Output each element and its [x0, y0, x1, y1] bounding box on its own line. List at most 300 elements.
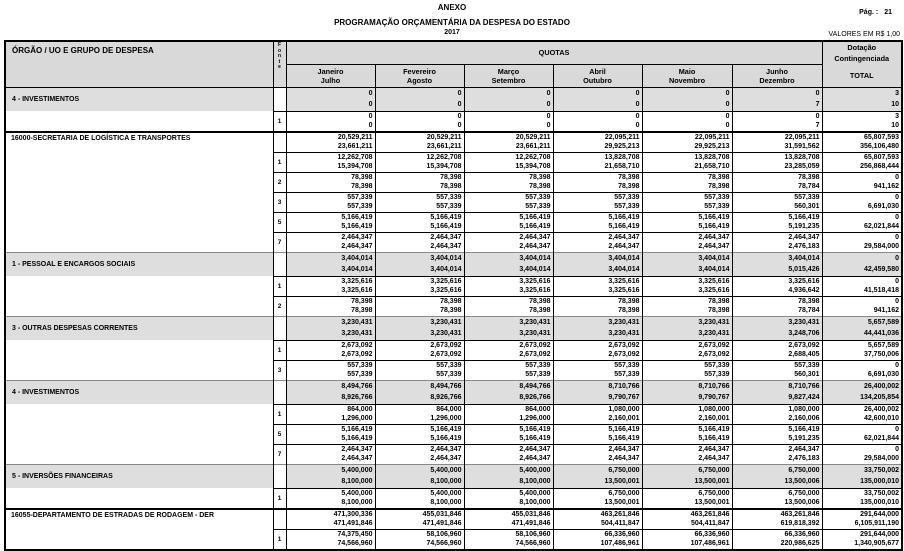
- quota-cell: [286, 424, 375, 444]
- value-top: 33,750,002: [863, 489, 899, 497]
- row-label: [5, 172, 273, 192]
- value-bottom: 74,566,960: [426, 540, 462, 547]
- value-top: 557,339: [347, 193, 373, 201]
- value-top: 557,339: [794, 361, 820, 369]
- value-top: 6,750,000: [698, 489, 730, 497]
- value-top: 78,398: [440, 297, 462, 305]
- value-top: 2,464,347: [698, 445, 730, 453]
- quota-cell: [286, 87, 375, 111]
- value-bottom: 21,658,710: [604, 163, 640, 170]
- value-top: 78,398: [618, 173, 640, 181]
- total-cell: [822, 360, 902, 380]
- fonte-row: [5, 404, 902, 424]
- total-cell: [822, 529, 902, 550]
- value-top: 6,750,000: [788, 489, 820, 497]
- quota-cell: [375, 444, 464, 464]
- value-top: 8,494,766: [430, 382, 462, 390]
- fonte-code: 1: [273, 404, 286, 424]
- quota-cell: [286, 212, 375, 232]
- value-bottom: 5,166,419: [430, 223, 462, 230]
- quota-cell: [642, 509, 732, 530]
- value-bottom: 0: [725, 122, 730, 129]
- fonte-code: 7: [273, 444, 286, 464]
- quota-cell: [642, 360, 732, 380]
- quota-cell: [375, 464, 464, 488]
- value-bottom: 3,325,616: [519, 287, 551, 294]
- value-top: 3,325,616: [430, 277, 462, 285]
- fonte-code: 2: [273, 296, 286, 316]
- quota-cell: [732, 152, 822, 172]
- value-bottom: 5,166,419: [698, 223, 730, 230]
- value-top: 0: [635, 89, 640, 97]
- quota-cell: [553, 488, 642, 509]
- value-bottom: 29,584,000: [863, 455, 899, 462]
- value-top: 6,750,000: [698, 466, 730, 474]
- value-bottom: 2,160,001: [608, 415, 640, 422]
- expense-group-row: [5, 87, 902, 111]
- quota-cell: [732, 360, 822, 380]
- quota-cell: [732, 212, 822, 232]
- quota-cell: [464, 232, 553, 252]
- value-bottom: 1,340,905,677: [854, 540, 899, 547]
- quota-cell: [732, 172, 822, 192]
- value-bottom: 13,500,006: [784, 478, 820, 485]
- value-top: 0: [895, 213, 899, 221]
- value-bottom: 619,818,392: [780, 520, 820, 527]
- value-bottom: 2,673,092: [698, 351, 730, 358]
- fonte-code: [273, 252, 286, 276]
- value-top: 0: [895, 233, 899, 241]
- value-top: 2,464,347: [341, 233, 373, 241]
- quota-cell: [286, 380, 375, 404]
- report-title: PROGRAMAÇÃO ORÇAMENTÁRIA DA DESPESA DO ESTADO: [334, 18, 570, 27]
- value-bottom: 3,230,431: [341, 330, 373, 337]
- value-bottom: 44,441,036: [863, 330, 899, 337]
- total-cell: [822, 132, 902, 153]
- column-header-month-6: Junho Dezembro: [732, 64, 822, 87]
- total-cell: [822, 152, 902, 172]
- quota-cell: [553, 252, 642, 276]
- value-bottom: 2,673,092: [519, 351, 551, 358]
- expense-group-row: [5, 464, 902, 488]
- total-cell: [822, 424, 902, 444]
- row-label: 4 - INVESTIMENTOS: [5, 380, 273, 404]
- value-top: 3,325,616: [341, 277, 373, 285]
- quota-cell: [553, 464, 642, 488]
- quota-cell: [553, 404, 642, 424]
- value-top: 5,166,419: [788, 425, 820, 433]
- value-bottom: 5,191,235: [788, 435, 820, 442]
- value-bottom: 3,230,431: [430, 330, 462, 337]
- value-top: 557,339: [525, 361, 551, 369]
- fonte-row: [5, 192, 902, 212]
- value-top: 8,710,766: [608, 382, 640, 390]
- row-label: 16055-DEPARTAMENTO DE ESTRADAS DE RODAGEM - DER: [5, 509, 273, 530]
- value-top: 864,000: [347, 405, 373, 413]
- value-bottom: 941,162: [873, 183, 899, 190]
- value-bottom: 13,500,001: [694, 478, 730, 485]
- quota-cell: [553, 212, 642, 232]
- value-bottom: 7: [815, 101, 820, 108]
- quota-cell: [553, 424, 642, 444]
- value-bottom: 1,296,000: [519, 415, 551, 422]
- value-bottom: 220,986,625: [780, 540, 820, 547]
- value-top: 8,710,766: [788, 382, 820, 390]
- row-label: [5, 340, 273, 360]
- value-bottom: 2,464,347: [608, 455, 640, 462]
- quota-cell: [732, 252, 822, 276]
- quota-cell: [286, 132, 375, 153]
- value-bottom: 78,398: [351, 307, 373, 314]
- quota-cell: [642, 380, 732, 404]
- value-bottom: 74,566,960: [515, 540, 551, 547]
- fonte-code: 1: [273, 276, 286, 296]
- total-cell: [822, 172, 902, 192]
- value-top: 3,404,014: [698, 254, 730, 262]
- quota-cell: [375, 360, 464, 380]
- value-bottom: 557,339: [704, 371, 730, 378]
- value-bottom: 0: [635, 122, 640, 129]
- quota-cell: [375, 276, 464, 296]
- column-header-month-1: Janeiro Julho: [286, 64, 375, 87]
- value-top: 0: [895, 254, 899, 262]
- value-top: 1,080,000: [608, 405, 640, 413]
- row-label: [5, 360, 273, 380]
- page-indicator: [853, 9, 892, 16]
- quota-cell: [375, 232, 464, 252]
- quota-cell: [286, 276, 375, 296]
- quota-cell: [553, 316, 642, 340]
- value-top: 557,339: [704, 361, 730, 369]
- quota-cell: [732, 192, 822, 212]
- row-label: 5 - INVERSÕES FINANCEIRAS: [5, 464, 273, 488]
- total-cell: [822, 509, 902, 530]
- value-bottom: 42,600,010: [863, 415, 899, 422]
- value-bottom: 5,166,419: [608, 223, 640, 230]
- fonte-row: [5, 212, 902, 232]
- quota-cell: [553, 509, 642, 530]
- total-cell: [822, 340, 902, 360]
- value-top: 26,400,002: [863, 382, 899, 390]
- value-bottom: 2,464,347: [519, 455, 551, 462]
- column-header-month-5: Maio Novembro: [642, 64, 732, 87]
- value-top: 5,166,419: [430, 425, 462, 433]
- value-top: 26,400,002: [863, 405, 899, 413]
- value-bottom: 0: [725, 101, 730, 108]
- quota-cell: [286, 464, 375, 488]
- fonte-row: [5, 111, 902, 132]
- quota-cell: [464, 87, 553, 111]
- value-bottom: 134,205,854: [860, 394, 899, 401]
- quota-cell: [642, 296, 732, 316]
- value-bottom: 2,464,347: [430, 455, 462, 462]
- quota-cell: [642, 424, 732, 444]
- value-top: 2,673,092: [698, 341, 730, 349]
- value-top: 78,398: [351, 173, 373, 181]
- value-top: 557,339: [436, 193, 462, 201]
- quota-cell: [286, 360, 375, 380]
- value-bottom: 78,398: [618, 183, 640, 190]
- value-top: 5,166,419: [341, 425, 373, 433]
- quota-cell: [553, 232, 642, 252]
- row-label: [5, 276, 273, 296]
- quota-cell: [642, 340, 732, 360]
- quota-cell: [464, 252, 553, 276]
- value-top: 0: [457, 89, 462, 97]
- fonte-row: [5, 488, 902, 509]
- value-bottom: 557,339: [525, 371, 551, 378]
- value-top: 3,230,431: [430, 318, 462, 326]
- value-top: 2,673,092: [788, 341, 820, 349]
- value-top: 13,828,708: [604, 153, 640, 161]
- value-top: 557,339: [704, 193, 730, 201]
- quota-cell: [553, 192, 642, 212]
- value-bottom: 471,491,846: [511, 520, 551, 527]
- quota-cell: [464, 340, 553, 360]
- value-top: 5,400,000: [341, 489, 373, 497]
- value-top: 2,673,092: [430, 341, 462, 349]
- value-bottom: 5,166,419: [341, 435, 373, 442]
- value-bottom: 471,491,846: [422, 520, 462, 527]
- value-bottom: 8,100,000: [430, 478, 462, 485]
- value-top: 0: [368, 89, 373, 97]
- value-bottom: 3,325,616: [608, 287, 640, 294]
- value-bottom: 13,500,001: [604, 499, 640, 506]
- value-top: 557,339: [347, 361, 373, 369]
- value-bottom: 5,166,419: [430, 435, 462, 442]
- value-bottom: 15,394,708: [426, 163, 462, 170]
- quota-cell: [732, 464, 822, 488]
- value-bottom: 21,658,710: [694, 163, 730, 170]
- value-top: 8,710,766: [698, 382, 730, 390]
- quota-cell: [553, 132, 642, 153]
- value-top: 5,400,000: [519, 489, 551, 497]
- quota-cell: [553, 360, 642, 380]
- value-top: 0: [635, 112, 640, 120]
- fonte-code: 7: [273, 232, 286, 252]
- value-bottom: 5,191,235: [788, 223, 820, 230]
- currency-note: VALORES EM R$ 1,00: [828, 31, 900, 38]
- value-bottom: 78,784: [798, 183, 820, 190]
- column-header-total: TOTAL: [822, 64, 902, 87]
- value-top: 5,657,589: [867, 318, 899, 326]
- quota-cell: [464, 172, 553, 192]
- annex-label: ANEXO: [437, 3, 467, 12]
- value-bottom: 74,566,960: [337, 540, 373, 547]
- value-bottom: 5,166,419: [519, 223, 551, 230]
- fonte-code: 1: [273, 488, 286, 509]
- quota-cell: [375, 132, 464, 153]
- value-top: 6,750,000: [788, 466, 820, 474]
- value-top: 3,404,014: [430, 254, 462, 262]
- quota-cell: [375, 424, 464, 444]
- fonte-code: 3: [273, 192, 286, 212]
- value-top: 0: [895, 277, 899, 285]
- value-bottom: 10: [891, 122, 899, 129]
- value-bottom: 7: [815, 122, 820, 129]
- row-label: 1 - PESSOAL E ENCARGOS SOCIAIS: [5, 252, 273, 276]
- value-top: 471,300,336: [333, 510, 373, 518]
- value-top: 20,529,211: [515, 133, 551, 141]
- value-bottom: 8,100,000: [341, 478, 373, 485]
- value-top: 13,828,708: [784, 153, 820, 161]
- value-top: 5,166,419: [608, 425, 640, 433]
- quota-cell: [286, 172, 375, 192]
- value-top: 12,262,708: [337, 153, 373, 161]
- value-top: 3,325,616: [519, 277, 551, 285]
- value-bottom: 8,100,000: [519, 478, 551, 485]
- value-bottom: 23,661,211: [337, 143, 373, 150]
- budget-table: [4, 40, 903, 551]
- value-top: 20,529,211: [426, 133, 462, 141]
- value-bottom: 23,285,059: [784, 163, 820, 170]
- total-cell: [822, 464, 902, 488]
- value-top: 3: [895, 112, 899, 120]
- value-bottom: 62,021,844: [863, 435, 899, 442]
- value-top: 66,336,960: [604, 530, 640, 538]
- value-top: 65,807,593: [863, 133, 899, 141]
- fonte-code: 1: [273, 529, 286, 550]
- value-bottom: 62,021,844: [863, 223, 899, 230]
- column-header-dotacao: Dotação Contingenciada: [822, 41, 902, 64]
- value-top: 8,494,766: [519, 382, 551, 390]
- value-top: 1,080,000: [698, 405, 730, 413]
- value-bottom: 3,404,014: [608, 266, 640, 273]
- value-top: 5,166,419: [519, 425, 551, 433]
- value-top: 0: [725, 89, 730, 97]
- value-top: 2,464,347: [608, 233, 640, 241]
- total-cell: [822, 444, 902, 464]
- value-top: 0: [546, 89, 551, 97]
- quota-cell: [464, 424, 553, 444]
- value-top: 2,464,347: [698, 233, 730, 241]
- report-year: 2017: [444, 29, 460, 36]
- value-top: 3,230,431: [341, 318, 373, 326]
- value-bottom: 3,325,616: [430, 287, 462, 294]
- value-bottom: 5,015,426: [788, 266, 820, 273]
- expense-group-row: [5, 316, 902, 340]
- value-bottom: 3,230,431: [519, 330, 551, 337]
- value-bottom: 6,691,030: [867, 371, 899, 378]
- value-bottom: 0: [457, 122, 462, 129]
- total-cell: [822, 87, 902, 111]
- row-label: [5, 111, 273, 132]
- quota-cell: [375, 316, 464, 340]
- page-label: Pág. :: [859, 9, 879, 16]
- value-bottom: 107,486,961: [690, 540, 730, 547]
- value-bottom: 107,486,961: [600, 540, 640, 547]
- quota-cell: [464, 296, 553, 316]
- quota-cell: [375, 152, 464, 172]
- quota-cell: [464, 316, 553, 340]
- fonte-code: 5: [273, 212, 286, 232]
- quota-cell: [732, 424, 822, 444]
- quota-cell: [464, 276, 553, 296]
- value-bottom: 29,925,213: [604, 143, 640, 150]
- value-bottom: 6,105,911,190: [854, 520, 899, 527]
- value-bottom: 13,500,001: [694, 499, 730, 506]
- quota-cell: [464, 360, 553, 380]
- quota-cell: [732, 340, 822, 360]
- value-top: 291,644,000: [860, 510, 899, 518]
- value-bottom: 3,404,014: [430, 266, 462, 273]
- value-bottom: 37,750,006: [863, 351, 899, 358]
- value-bottom: 2,464,347: [698, 243, 730, 250]
- fonte-code: 3: [273, 360, 286, 380]
- row-label: [5, 212, 273, 232]
- quota-cell: [375, 380, 464, 404]
- value-top: 78,398: [798, 297, 820, 305]
- row-label: [5, 296, 273, 316]
- quota-cell: [286, 252, 375, 276]
- quota-cell: [732, 488, 822, 509]
- quota-cell: [286, 296, 375, 316]
- value-bottom: 557,339: [347, 371, 373, 378]
- value-top: 58,106,960: [515, 530, 551, 538]
- value-top: 557,339: [525, 193, 551, 201]
- fonte-row: [5, 296, 902, 316]
- value-top: 33,750,002: [863, 466, 899, 474]
- value-bottom: 0: [635, 101, 640, 108]
- quota-cell: [642, 192, 732, 212]
- quota-cell: [642, 212, 732, 232]
- total-cell: [822, 380, 902, 404]
- total-cell: [822, 252, 902, 276]
- value-bottom: 2,688,405: [788, 351, 820, 358]
- total-cell: [822, 276, 902, 296]
- value-top: 6,750,000: [608, 466, 640, 474]
- fonte-code: [273, 509, 286, 530]
- value-top: 557,339: [614, 193, 640, 201]
- value-top: 2,673,092: [341, 341, 373, 349]
- quota-cell: [375, 529, 464, 550]
- value-top: 2,464,347: [519, 233, 551, 241]
- value-bottom: 8,926,766: [341, 394, 373, 401]
- value-top: 0: [895, 361, 899, 369]
- value-top: 291,644,000: [860, 530, 899, 538]
- quota-cell: [464, 444, 553, 464]
- value-bottom: 0: [546, 101, 551, 108]
- value-top: 2,464,347: [519, 445, 551, 453]
- value-bottom: 13,500,001: [604, 478, 640, 485]
- quota-cell: [375, 172, 464, 192]
- value-top: 0: [895, 445, 899, 453]
- quota-cell: [642, 252, 732, 276]
- quota-cell: [642, 464, 732, 488]
- value-top: 22,095,211: [694, 133, 730, 141]
- row-label: [5, 192, 273, 212]
- fonte-code: [273, 87, 286, 111]
- value-top: 0: [895, 173, 899, 181]
- quota-cell: [553, 172, 642, 192]
- value-top: 74,375,450: [337, 530, 373, 538]
- row-label: [5, 529, 273, 550]
- value-top: 78,398: [708, 297, 730, 305]
- value-top: 3,325,616: [788, 277, 820, 285]
- quota-cell: [286, 404, 375, 424]
- expense-group-row: [5, 252, 902, 276]
- quota-cell: [732, 380, 822, 404]
- value-bottom: 78,398: [440, 307, 462, 314]
- value-top: 78,398: [351, 297, 373, 305]
- quota-cell: [553, 111, 642, 132]
- total-cell: [822, 192, 902, 212]
- quota-cell: [553, 380, 642, 404]
- row-label: 16000-SECRETARIA DE LOGÍSTICA E TRANSPORTES: [5, 132, 273, 153]
- quota-cell: [375, 509, 464, 530]
- value-top: 864,000: [436, 405, 462, 413]
- quota-cell: [732, 132, 822, 153]
